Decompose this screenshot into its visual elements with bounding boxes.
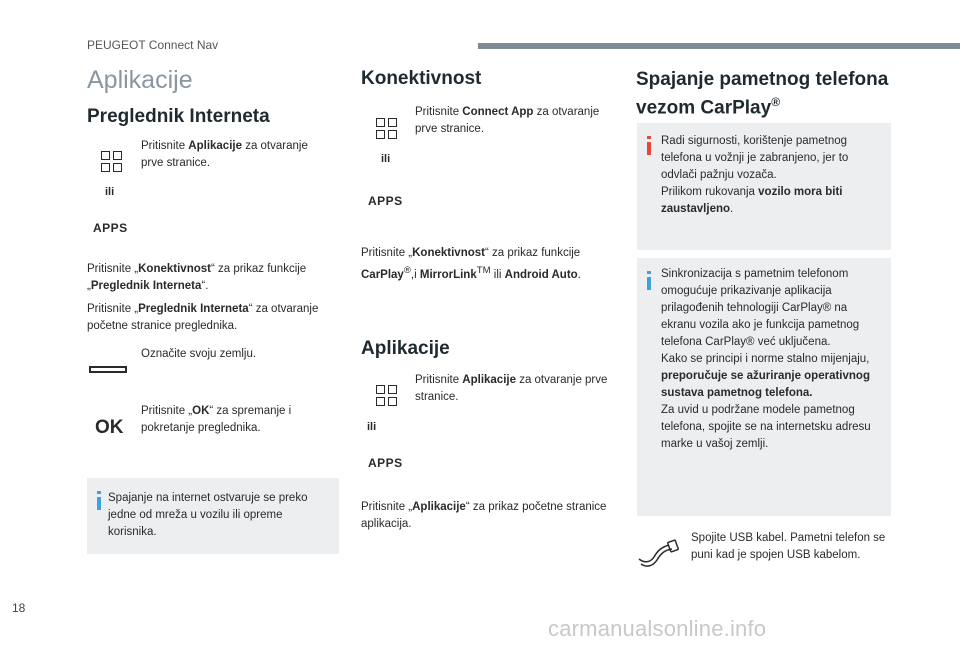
or-label: ili <box>381 153 391 165</box>
carplay-info-text: Sinkronizacija s pametnim telefonom omogućuje prikazivanje aplikacija prilagođenih tehnologiji CarPlay® na ekranu vozila ako je funkcija pametnog telefona CarPlay® već uključena. Kako se principi i norme stalno mijenjaju, preporučuje se ažuriranje operativnog sustava pametnog telefona. Za uvid u podržane modele pametnog telefona, spojite se na internetsku adresu marke u vašoj zemlji. <box>661 268 871 450</box>
warning-text: Radi sigurnosti, korištenje pametnog telefona u vožnji je zabranjeno, jer to odvlači pažnju vozača. Prilikom rukovanja vozilo mora biti zaustavljeno. <box>661 135 849 215</box>
info-icon <box>647 271 651 274</box>
apps-grid-icon <box>376 118 398 140</box>
heading-preglednik: Preglednik Interneta <box>87 106 270 127</box>
header-rule <box>478 43 960 49</box>
apps-grid-icon <box>101 151 123 173</box>
col2-para1: Pritisnite „Konektivnost“ za prikaz funkcije CarPlay®,i MirrorLink™ ili Android Auto. <box>361 247 581 281</box>
apps-button-label: APPS <box>93 221 128 235</box>
section-title: Aplikacije <box>87 66 193 94</box>
col1-step1: Pritisnite Aplikacije za otvaranje prve stranice. <box>141 140 308 169</box>
info-box <box>87 478 339 554</box>
page-number: 18 <box>12 601 26 615</box>
usb-cable-icon <box>636 535 680 569</box>
col1-para1: Pritisnite „Konektivnost“ za prikaz funkcije „Preglednik Interneta“. <box>87 263 307 292</box>
info-text: Spajanje na internet ostvaruje se preko jedne od mreža u vozilu ili opreme korisnika. <box>108 492 308 538</box>
apps-grid-icon <box>376 385 398 407</box>
warning-box <box>637 123 891 250</box>
col1-step3: Pritisnite „OK“ za spremanje i pokretanje preglednika. <box>141 405 292 434</box>
col2-para2: Pritisnite „Aplikacije“ za prikaz početne stranice aplikacija. <box>361 501 607 530</box>
col2-step1: Pritisnite Connect App za otvaranje prve stranice. <box>415 106 600 135</box>
heading-aplikacije: Aplikacije <box>361 338 450 359</box>
info-box-carplay <box>637 258 891 516</box>
col1-step2: Označite svoju zemlju. <box>141 348 257 360</box>
watermark: carmanualsonline.info <box>548 616 767 641</box>
product-header: PEUGEOT Connect Nav <box>87 38 219 52</box>
or-label: ili <box>105 186 115 198</box>
input-field-icon <box>89 366 127 373</box>
heading-konektivnost: Konektivnost <box>361 68 482 89</box>
or-label: ili <box>367 421 377 433</box>
warning-icon <box>647 136 651 139</box>
heading-carplay: Spajanje pametnog telefona vezom CarPlay® <box>636 69 889 119</box>
usb-text: Spojite USB kabel. Pametni telefon se puni kad je spojen USB kabelom. <box>691 532 886 561</box>
apps-button-label: APPS <box>368 456 403 470</box>
apps-button-label: APPS <box>368 194 403 208</box>
ok-button-label: OK <box>95 417 124 438</box>
col2-step2: Pritisnite Aplikacije za otvaranje prve stranice. <box>415 374 608 403</box>
info-icon <box>97 491 101 494</box>
col1-para2: Pritisnite „Preglednik Interneta“ za otvaranje početne stranice preglednika. <box>87 303 319 332</box>
